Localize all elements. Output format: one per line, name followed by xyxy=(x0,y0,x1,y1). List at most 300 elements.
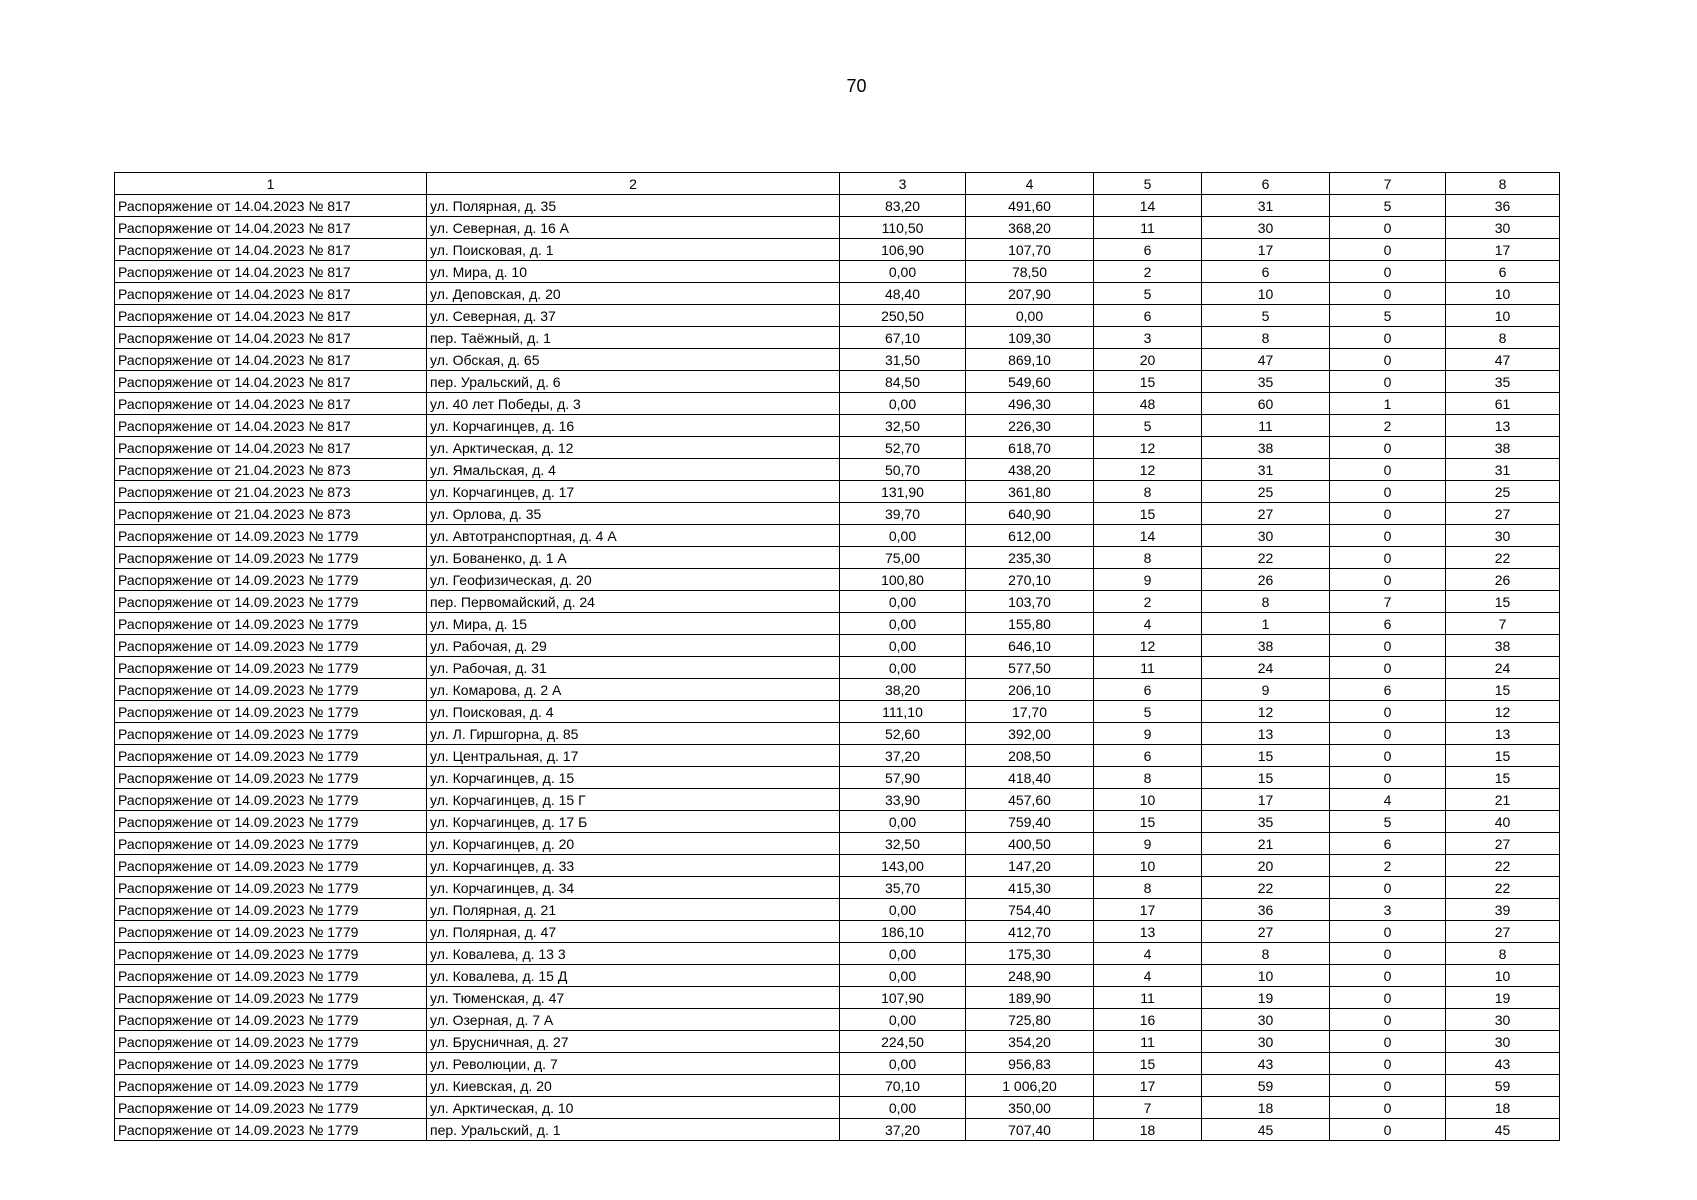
value-cell: 0 xyxy=(1330,547,1446,569)
value-cell: 17 xyxy=(1202,789,1330,811)
value-cell: 17 xyxy=(1446,239,1560,261)
table-body xyxy=(115,195,1560,1141)
value-cell: 10 xyxy=(1202,283,1330,305)
value-cell: 75,00 xyxy=(840,547,966,569)
column-header: 7 xyxy=(1330,173,1446,195)
value-cell: 0 xyxy=(1330,481,1446,503)
order-cell: Распоряжение от 14.09.2023 № 1779 xyxy=(115,657,427,679)
value-cell: 36 xyxy=(1446,195,1560,217)
table-row xyxy=(115,1031,1560,1053)
value-cell: 754,40 xyxy=(966,899,1094,921)
value-cell: 45 xyxy=(1446,1119,1560,1141)
value-cell: 38,20 xyxy=(840,679,966,701)
value-cell: 392,00 xyxy=(966,723,1094,745)
value-cell: 20 xyxy=(1094,349,1202,371)
value-cell: 618,70 xyxy=(966,437,1094,459)
address-cell: ул. Киевская, д. 20 xyxy=(427,1075,840,1097)
value-cell: 2 xyxy=(1330,415,1446,437)
order-cell: Распоряжение от 14.09.2023 № 1779 xyxy=(115,877,427,899)
value-cell: 26 xyxy=(1446,569,1560,591)
page-number: 70 xyxy=(846,76,867,96)
value-cell: 13 xyxy=(1446,415,1560,437)
value-cell: 759,40 xyxy=(966,811,1094,833)
value-cell: 21 xyxy=(1446,789,1560,811)
value-cell: 9 xyxy=(1094,723,1202,745)
order-cell: Распоряжение от 14.09.2023 № 1779 xyxy=(115,1031,427,1053)
value-cell: 22 xyxy=(1446,877,1560,899)
address-cell: ул. Обская, д. 65 xyxy=(427,349,840,371)
value-cell: 491,60 xyxy=(966,195,1094,217)
value-cell: 368,20 xyxy=(966,217,1094,239)
value-cell: 8 xyxy=(1202,943,1330,965)
table-row xyxy=(115,635,1560,657)
value-cell: 725,80 xyxy=(966,1009,1094,1031)
address-cell: ул. Бованенко, д. 1 А xyxy=(427,547,840,569)
value-cell: 646,10 xyxy=(966,635,1094,657)
table-row xyxy=(115,723,1560,745)
value-cell: 0 xyxy=(1330,745,1446,767)
table-row xyxy=(115,525,1560,547)
order-cell: Распоряжение от 14.09.2023 № 1779 xyxy=(115,811,427,833)
value-cell: 30 xyxy=(1202,525,1330,547)
address-cell: пер. Уральский, д. 1 xyxy=(427,1119,840,1141)
column-header: 5 xyxy=(1094,173,1202,195)
value-cell: 350,00 xyxy=(966,1097,1094,1119)
value-cell: 5 xyxy=(1094,701,1202,723)
order-cell: Распоряжение от 14.04.2023 № 817 xyxy=(115,393,427,415)
value-cell: 0 xyxy=(1330,371,1446,393)
order-cell: Распоряжение от 14.09.2023 № 1779 xyxy=(115,987,427,1009)
value-cell: 0,00 xyxy=(840,1053,966,1075)
value-cell: 6 xyxy=(1202,261,1330,283)
value-cell: 5 xyxy=(1330,195,1446,217)
address-cell: ул. Революции, д. 7 xyxy=(427,1053,840,1075)
value-cell: 30 xyxy=(1446,1009,1560,1031)
value-cell: 0 xyxy=(1330,261,1446,283)
value-cell: 6 xyxy=(1094,305,1202,327)
value-cell: 30 xyxy=(1202,1009,1330,1031)
order-cell: Распоряжение от 14.04.2023 № 817 xyxy=(115,283,427,305)
address-cell: ул. Корчагинцев, д. 17 Б xyxy=(427,811,840,833)
order-cell: Распоряжение от 14.04.2023 № 817 xyxy=(115,261,427,283)
column-header: 4 xyxy=(966,173,1094,195)
value-cell: 13 xyxy=(1202,723,1330,745)
value-cell: 361,80 xyxy=(966,481,1094,503)
value-cell: 354,20 xyxy=(966,1031,1094,1053)
address-cell: ул. Ковалева, д. 13 3 xyxy=(427,943,840,965)
value-cell: 35 xyxy=(1446,371,1560,393)
value-cell: 30 xyxy=(1202,1031,1330,1053)
order-cell: Распоряжение от 14.09.2023 № 1779 xyxy=(115,547,427,569)
order-cell: Распоряжение от 14.09.2023 № 1779 xyxy=(115,789,427,811)
value-cell: 0,00 xyxy=(840,613,966,635)
value-cell: 8 xyxy=(1094,877,1202,899)
value-cell: 8 xyxy=(1094,767,1202,789)
value-cell: 17,70 xyxy=(966,701,1094,723)
value-cell: 6 xyxy=(1094,745,1202,767)
value-cell: 0 xyxy=(1330,657,1446,679)
address-cell: ул. Северная, д. 16 А xyxy=(427,217,840,239)
value-cell: 3 xyxy=(1330,899,1446,921)
value-cell: 106,90 xyxy=(840,239,966,261)
value-cell: 0,00 xyxy=(966,305,1094,327)
value-cell: 47 xyxy=(1446,349,1560,371)
value-cell: 11 xyxy=(1094,217,1202,239)
value-cell: 111,10 xyxy=(840,701,966,723)
value-cell: 15 xyxy=(1202,745,1330,767)
value-cell: 0,00 xyxy=(840,261,966,283)
value-cell: 415,30 xyxy=(966,877,1094,899)
order-cell: Распоряжение от 14.09.2023 № 1779 xyxy=(115,723,427,745)
order-cell: Распоряжение от 14.04.2023 № 817 xyxy=(115,437,427,459)
order-cell: Распоряжение от 14.04.2023 № 817 xyxy=(115,305,427,327)
address-cell: ул. Корчагинцев, д. 15 xyxy=(427,767,840,789)
value-cell: 0,00 xyxy=(840,525,966,547)
value-cell: 438,20 xyxy=(966,459,1094,481)
address-cell: ул. Арктическая, д. 12 xyxy=(427,437,840,459)
value-cell: 0 xyxy=(1330,349,1446,371)
value-cell: 11 xyxy=(1094,657,1202,679)
table-row xyxy=(115,657,1560,679)
address-cell: ул. Деповская, д. 20 xyxy=(427,283,840,305)
value-cell: 1 006,20 xyxy=(966,1075,1094,1097)
value-cell: 43 xyxy=(1446,1053,1560,1075)
order-cell: Распоряжение от 14.09.2023 № 1779 xyxy=(115,1075,427,1097)
address-cell: пер. Первомайский, д. 24 xyxy=(427,591,840,613)
value-cell: 10 xyxy=(1202,965,1330,987)
value-cell: 0 xyxy=(1330,459,1446,481)
value-cell: 10 xyxy=(1446,305,1560,327)
order-cell: Распоряжение от 14.04.2023 № 817 xyxy=(115,195,427,217)
value-cell: 707,40 xyxy=(966,1119,1094,1141)
table-row xyxy=(115,921,1560,943)
value-cell: 15 xyxy=(1446,767,1560,789)
table-row xyxy=(115,679,1560,701)
value-cell: 61 xyxy=(1446,393,1560,415)
value-cell: 0 xyxy=(1330,1119,1446,1141)
value-cell: 30 xyxy=(1446,217,1560,239)
address-cell: ул. Центральная, д. 17 xyxy=(427,745,840,767)
value-cell: 25 xyxy=(1202,481,1330,503)
order-cell: Распоряжение от 14.09.2023 № 1779 xyxy=(115,855,427,877)
value-cell: 12 xyxy=(1094,437,1202,459)
table-row xyxy=(115,745,1560,767)
address-cell: ул. Комарова, д. 2 А xyxy=(427,679,840,701)
value-cell: 0 xyxy=(1330,525,1446,547)
value-cell: 0 xyxy=(1330,327,1446,349)
order-cell: Распоряжение от 14.09.2023 № 1779 xyxy=(115,833,427,855)
value-cell: 10 xyxy=(1446,965,1560,987)
table-row xyxy=(115,1053,1560,1075)
value-cell: 0 xyxy=(1330,701,1446,723)
value-cell: 0 xyxy=(1330,767,1446,789)
value-cell: 189,90 xyxy=(966,987,1094,1009)
value-cell: 39 xyxy=(1446,899,1560,921)
value-cell: 59 xyxy=(1446,1075,1560,1097)
value-cell: 83,20 xyxy=(840,195,966,217)
value-cell: 270,10 xyxy=(966,569,1094,591)
address-cell: пер. Уральский, д. 6 xyxy=(427,371,840,393)
value-cell: 47 xyxy=(1202,349,1330,371)
table-row xyxy=(115,965,1560,987)
value-cell: 48,40 xyxy=(840,283,966,305)
value-cell: 18 xyxy=(1202,1097,1330,1119)
value-cell: 27 xyxy=(1202,503,1330,525)
value-cell: 60 xyxy=(1202,393,1330,415)
order-cell: Распоряжение от 14.09.2023 № 1779 xyxy=(115,569,427,591)
value-cell: 5 xyxy=(1330,305,1446,327)
value-cell: 2 xyxy=(1330,855,1446,877)
address-cell: ул. Л. Гиршгорна, д. 85 xyxy=(427,723,840,745)
address-cell: ул. Поисковая, д. 1 xyxy=(427,239,840,261)
value-cell: 131,90 xyxy=(840,481,966,503)
value-cell: 17 xyxy=(1094,1075,1202,1097)
value-cell: 0,00 xyxy=(840,965,966,987)
value-cell: 418,40 xyxy=(966,767,1094,789)
value-cell: 6 xyxy=(1330,613,1446,635)
table-row xyxy=(115,503,1560,525)
column-header: 6 xyxy=(1202,173,1330,195)
table-row xyxy=(115,943,1560,965)
value-cell: 0 xyxy=(1330,1053,1446,1075)
value-cell: 207,90 xyxy=(966,283,1094,305)
value-cell: 84,50 xyxy=(840,371,966,393)
value-cell: 186,10 xyxy=(840,921,966,943)
value-cell: 0 xyxy=(1330,1009,1446,1031)
value-cell: 8 xyxy=(1446,943,1560,965)
value-cell: 33,90 xyxy=(840,789,966,811)
value-cell: 11 xyxy=(1202,415,1330,437)
value-cell: 0,00 xyxy=(840,1009,966,1031)
value-cell: 4 xyxy=(1094,943,1202,965)
value-cell: 6 xyxy=(1446,261,1560,283)
table-row xyxy=(115,547,1560,569)
value-cell: 8 xyxy=(1094,547,1202,569)
value-cell: 35,70 xyxy=(840,877,966,899)
table-row xyxy=(115,1119,1560,1141)
value-cell: 0 xyxy=(1330,217,1446,239)
value-cell: 7 xyxy=(1094,1097,1202,1119)
table-row xyxy=(115,349,1560,371)
table-row xyxy=(115,877,1560,899)
value-cell: 12 xyxy=(1446,701,1560,723)
value-cell: 9 xyxy=(1094,833,1202,855)
table-row xyxy=(115,437,1560,459)
address-cell: ул. Озерная, д. 7 А xyxy=(427,1009,840,1031)
value-cell: 6 xyxy=(1094,239,1202,261)
table-row xyxy=(115,855,1560,877)
table-row xyxy=(115,701,1560,723)
column-header: 1 xyxy=(115,173,427,195)
table-row xyxy=(115,987,1560,1009)
address-cell: ул. Корчагинцев, д. 16 xyxy=(427,415,840,437)
value-cell: 8 xyxy=(1202,327,1330,349)
address-cell: ул. Поисковая, д. 4 xyxy=(427,701,840,723)
table-row xyxy=(115,415,1560,437)
value-cell: 15 xyxy=(1446,745,1560,767)
value-cell: 70,10 xyxy=(840,1075,966,1097)
address-cell: ул. Автотранспортная, д. 4 А xyxy=(427,525,840,547)
address-cell: ул. Северная, д. 37 xyxy=(427,305,840,327)
value-cell: 39,70 xyxy=(840,503,966,525)
value-cell: 956,83 xyxy=(966,1053,1094,1075)
value-cell: 577,50 xyxy=(966,657,1094,679)
value-cell: 0 xyxy=(1330,987,1446,1009)
value-cell: 0 xyxy=(1330,283,1446,305)
value-cell: 18 xyxy=(1446,1097,1560,1119)
value-cell: 0,00 xyxy=(840,635,966,657)
value-cell: 5 xyxy=(1202,305,1330,327)
address-cell: ул. Мира, д. 15 xyxy=(427,613,840,635)
table-row xyxy=(115,327,1560,349)
value-cell: 8 xyxy=(1094,481,1202,503)
value-cell: 37,20 xyxy=(840,1119,966,1141)
value-cell: 22 xyxy=(1202,547,1330,569)
value-cell: 22 xyxy=(1446,547,1560,569)
value-cell: 0,00 xyxy=(840,811,966,833)
table-row xyxy=(115,899,1560,921)
value-cell: 52,60 xyxy=(840,723,966,745)
value-cell: 103,70 xyxy=(966,591,1094,613)
value-cell: 19 xyxy=(1446,987,1560,1009)
value-cell: 38 xyxy=(1202,437,1330,459)
value-cell: 30 xyxy=(1446,1031,1560,1053)
value-cell: 35 xyxy=(1202,811,1330,833)
value-cell: 400,50 xyxy=(966,833,1094,855)
value-cell: 0 xyxy=(1330,921,1446,943)
value-cell: 24 xyxy=(1446,657,1560,679)
value-cell: 38 xyxy=(1202,635,1330,657)
address-cell: ул. 40 лет Победы, д. 3 xyxy=(427,393,840,415)
order-cell: Распоряжение от 14.09.2023 № 1779 xyxy=(115,921,427,943)
order-cell: Распоряжение от 21.04.2023 № 873 xyxy=(115,459,427,481)
value-cell: 0,00 xyxy=(840,899,966,921)
table-row xyxy=(115,393,1560,415)
value-cell: 235,30 xyxy=(966,547,1094,569)
value-cell: 14 xyxy=(1094,195,1202,217)
value-cell: 250,50 xyxy=(840,305,966,327)
table-row xyxy=(115,811,1560,833)
table-row xyxy=(115,305,1560,327)
value-cell: 7 xyxy=(1330,591,1446,613)
value-cell: 9 xyxy=(1202,679,1330,701)
value-cell: 2 xyxy=(1094,591,1202,613)
value-cell: 0,00 xyxy=(840,657,966,679)
value-cell: 10 xyxy=(1094,789,1202,811)
table-row xyxy=(115,261,1560,283)
value-cell: 6 xyxy=(1330,679,1446,701)
value-cell: 10 xyxy=(1446,283,1560,305)
order-cell: Распоряжение от 14.09.2023 № 1779 xyxy=(115,1009,427,1031)
value-cell: 549,60 xyxy=(966,371,1094,393)
order-cell: Распоряжение от 21.04.2023 № 873 xyxy=(115,503,427,525)
value-cell: 0 xyxy=(1330,503,1446,525)
value-cell: 36 xyxy=(1202,899,1330,921)
order-cell: Распоряжение от 14.09.2023 № 1779 xyxy=(115,701,427,723)
table-row xyxy=(115,1009,1560,1031)
value-cell: 59 xyxy=(1202,1075,1330,1097)
order-cell: Распоряжение от 14.09.2023 № 1779 xyxy=(115,1119,427,1141)
order-cell: Распоряжение от 14.09.2023 № 1779 xyxy=(115,679,427,701)
value-cell: 24 xyxy=(1202,657,1330,679)
address-cell: ул. Орлова, д. 35 xyxy=(427,503,840,525)
value-cell: 0 xyxy=(1330,1075,1446,1097)
order-cell: Распоряжение от 14.09.2023 № 1779 xyxy=(115,613,427,635)
value-cell: 31,50 xyxy=(840,349,966,371)
column-header: 2 xyxy=(427,173,840,195)
value-cell: 110,50 xyxy=(840,217,966,239)
value-cell: 0 xyxy=(1330,569,1446,591)
value-cell: 5 xyxy=(1094,283,1202,305)
value-cell: 5 xyxy=(1094,415,1202,437)
value-cell: 0,00 xyxy=(840,1097,966,1119)
order-cell: Распоряжение от 14.09.2023 № 1779 xyxy=(115,525,427,547)
address-cell: ул. Ямальская, д. 4 xyxy=(427,459,840,481)
address-cell: ул. Тюменская, д. 47 xyxy=(427,987,840,1009)
value-cell: 8 xyxy=(1446,327,1560,349)
value-cell: 35 xyxy=(1202,371,1330,393)
value-cell: 4 xyxy=(1330,789,1446,811)
value-cell: 30 xyxy=(1202,217,1330,239)
value-cell: 22 xyxy=(1446,855,1560,877)
table-row xyxy=(115,789,1560,811)
address-cell: ул. Полярная, д. 21 xyxy=(427,899,840,921)
order-cell: Распоряжение от 14.09.2023 № 1779 xyxy=(115,591,427,613)
address-cell: ул. Полярная, д. 47 xyxy=(427,921,840,943)
order-cell: Распоряжение от 14.04.2023 № 817 xyxy=(115,415,427,437)
data-table xyxy=(114,172,1560,1141)
table-row xyxy=(115,613,1560,635)
value-cell: 107,90 xyxy=(840,987,966,1009)
value-cell: 57,90 xyxy=(840,767,966,789)
value-cell: 248,90 xyxy=(966,965,1094,987)
order-cell: Распоряжение от 14.09.2023 № 1779 xyxy=(115,1097,427,1119)
value-cell: 0 xyxy=(1330,1097,1446,1119)
value-cell: 0 xyxy=(1330,1031,1446,1053)
value-cell: 17 xyxy=(1202,239,1330,261)
value-cell: 6 xyxy=(1094,679,1202,701)
address-cell: ул. Мира, д. 10 xyxy=(427,261,840,283)
value-cell: 2 xyxy=(1094,261,1202,283)
value-cell: 78,50 xyxy=(966,261,1094,283)
value-cell: 15 xyxy=(1446,679,1560,701)
table-row xyxy=(115,833,1560,855)
address-cell: ул. Корчагинцев, д. 20 xyxy=(427,833,840,855)
value-cell: 0 xyxy=(1330,239,1446,261)
value-cell: 40 xyxy=(1446,811,1560,833)
value-cell: 0 xyxy=(1330,943,1446,965)
value-cell: 0 xyxy=(1330,635,1446,657)
table-row xyxy=(115,371,1560,393)
value-cell: 208,50 xyxy=(966,745,1094,767)
value-cell: 0 xyxy=(1330,437,1446,459)
value-cell: 20 xyxy=(1202,855,1330,877)
address-cell: ул. Геофизическая, д. 20 xyxy=(427,569,840,591)
table-row xyxy=(115,459,1560,481)
value-cell: 16 xyxy=(1094,1009,1202,1031)
value-cell: 869,10 xyxy=(966,349,1094,371)
value-cell: 640,90 xyxy=(966,503,1094,525)
value-cell: 226,30 xyxy=(966,415,1094,437)
value-cell: 13 xyxy=(1094,921,1202,943)
value-cell: 15 xyxy=(1202,767,1330,789)
table-row xyxy=(115,217,1560,239)
value-cell: 0 xyxy=(1330,723,1446,745)
value-cell: 10 xyxy=(1094,855,1202,877)
address-cell: ул. Корчагинцев, д. 15 Г xyxy=(427,789,840,811)
address-cell: ул. Брусничная, д. 27 xyxy=(427,1031,840,1053)
value-cell: 18 xyxy=(1094,1119,1202,1141)
